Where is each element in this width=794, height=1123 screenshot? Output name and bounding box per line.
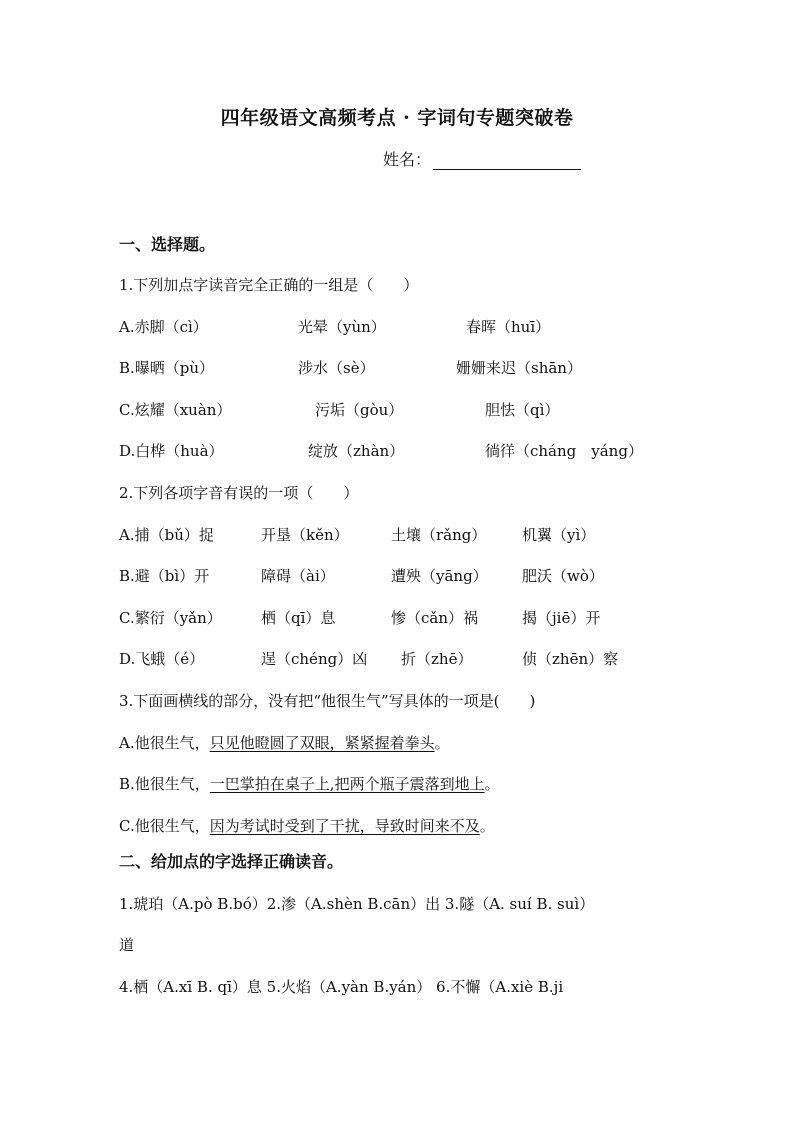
q3-option-b — [119, 773, 500, 794]
q1-option-b-1: B.曝晒（pù） — [119, 359, 215, 377]
q1-stem: 1.下列加点字读音完全正确的一组是（ ） — [119, 276, 419, 294]
q3-option-c-prefix: C.他很生气， — [119, 817, 210, 835]
section2-line-1: 1.琥珀（A.pò B.bó）2.渗（A.shèn B.cān）出 3.隧（A. suí B. suì） — [119, 895, 595, 913]
q1-option-c-3: 胆怯（qì） — [485, 401, 560, 419]
q1-option-b-3: 姗姗来迟（shān） — [456, 359, 582, 377]
section2-heading: 二、给加点的字选择正确读音。 — [119, 852, 344, 871]
q2-option-d-4: 侦（zhēn）察 — [522, 650, 619, 668]
q2-option-a-2: 开垦（kěn） — [261, 526, 349, 544]
q1-option-c-2: 污垢（gòu） — [315, 401, 404, 419]
page-title: 四年级语文高频考点 · 字词句专题突破卷 — [220, 107, 574, 129]
q2-option-b-2: 障碍（ài） — [261, 567, 335, 585]
name-field[interactable] — [383, 147, 581, 170]
section1-heading: 一、选择题。 — [119, 235, 216, 254]
q2-option-c-4: 揭（jiē）开 — [522, 609, 601, 627]
q1-option-c-1: C.炫耀（xuàn） — [119, 401, 232, 419]
q2-option-b-3: 遭殃（yāng） — [391, 567, 488, 585]
q3-stem: 3.下面画横线的部分，没有把“他很生气”写具体的一项是( ) — [119, 692, 536, 710]
q1-option-d-3: 徜徉（cháng yáng） — [485, 442, 643, 460]
q1-option-a-1: A.赤脚（cì） — [119, 318, 208, 336]
q3-option-a-prefix: A.他很生气， — [119, 734, 210, 752]
section2-line-3: 4.栖（A.xī B. qī）息 5.火焰（A.yàn B.yán） 6.不懈（A.xiè B.ji — [119, 978, 564, 996]
q2-option-d-2: 逞（chéng）凶 — [261, 650, 368, 668]
q3-option-a — [119, 732, 450, 753]
name-blank-line[interactable] — [433, 149, 581, 170]
q3-option-c — [119, 815, 495, 836]
section2-line-2: 道 — [119, 936, 135, 954]
q2-option-a-4: 机翼（yì） — [522, 526, 596, 544]
q2-option-a-3: 土壤（rǎng） — [391, 526, 487, 544]
name-label: 姓名： — [383, 150, 432, 169]
q3-option-c-suffix: 。 — [479, 817, 495, 835]
q1-option-a-3: 春晖（huī） — [466, 318, 551, 336]
q3-option-b-underlined: 一巴掌拍在桌子上,把两个瓶子震落到地上 — [209, 775, 485, 793]
q3-option-a-suffix: 。 — [434, 734, 450, 752]
q2-option-b-4: 肥沃（wò） — [522, 567, 604, 585]
q1-option-d-2: 绽放（zhàn） — [308, 442, 405, 460]
q2-option-a-1: A.捕（bǔ）捉 — [119, 526, 214, 544]
q1-option-a-2: 光晕（yùn） — [298, 318, 386, 336]
q2-option-c-3: 惨（cǎn）祸 — [391, 609, 479, 627]
q1-option-d-1: D.白桦（huà） — [119, 442, 224, 460]
q2-option-c-1: C.繁衍（yǎn） — [119, 609, 222, 627]
q1-option-b-2: 涉水（sè） — [298, 359, 375, 377]
q2-stem: 2.下列各项字音有误的一项（ ） — [119, 484, 359, 502]
q3-option-c-underlined: 因为考试时受到了干扰，导致时间来不及 — [209, 817, 480, 835]
q2-option-d-3: 折（zhē） — [401, 650, 473, 668]
q2-option-b-1: B.避（bì）开 — [119, 567, 210, 585]
q3-option-b-suffix: 。 — [484, 775, 500, 793]
q2-option-d-1: D.飞蛾（é） — [119, 650, 205, 668]
q2-option-c-2: 栖（qī）息 — [261, 609, 336, 627]
q3-option-b-prefix: B.他很生气， — [119, 775, 210, 793]
q3-option-a-underlined: 只见他瞪圆了双眼，紧紧握着拳头 — [209, 734, 435, 752]
